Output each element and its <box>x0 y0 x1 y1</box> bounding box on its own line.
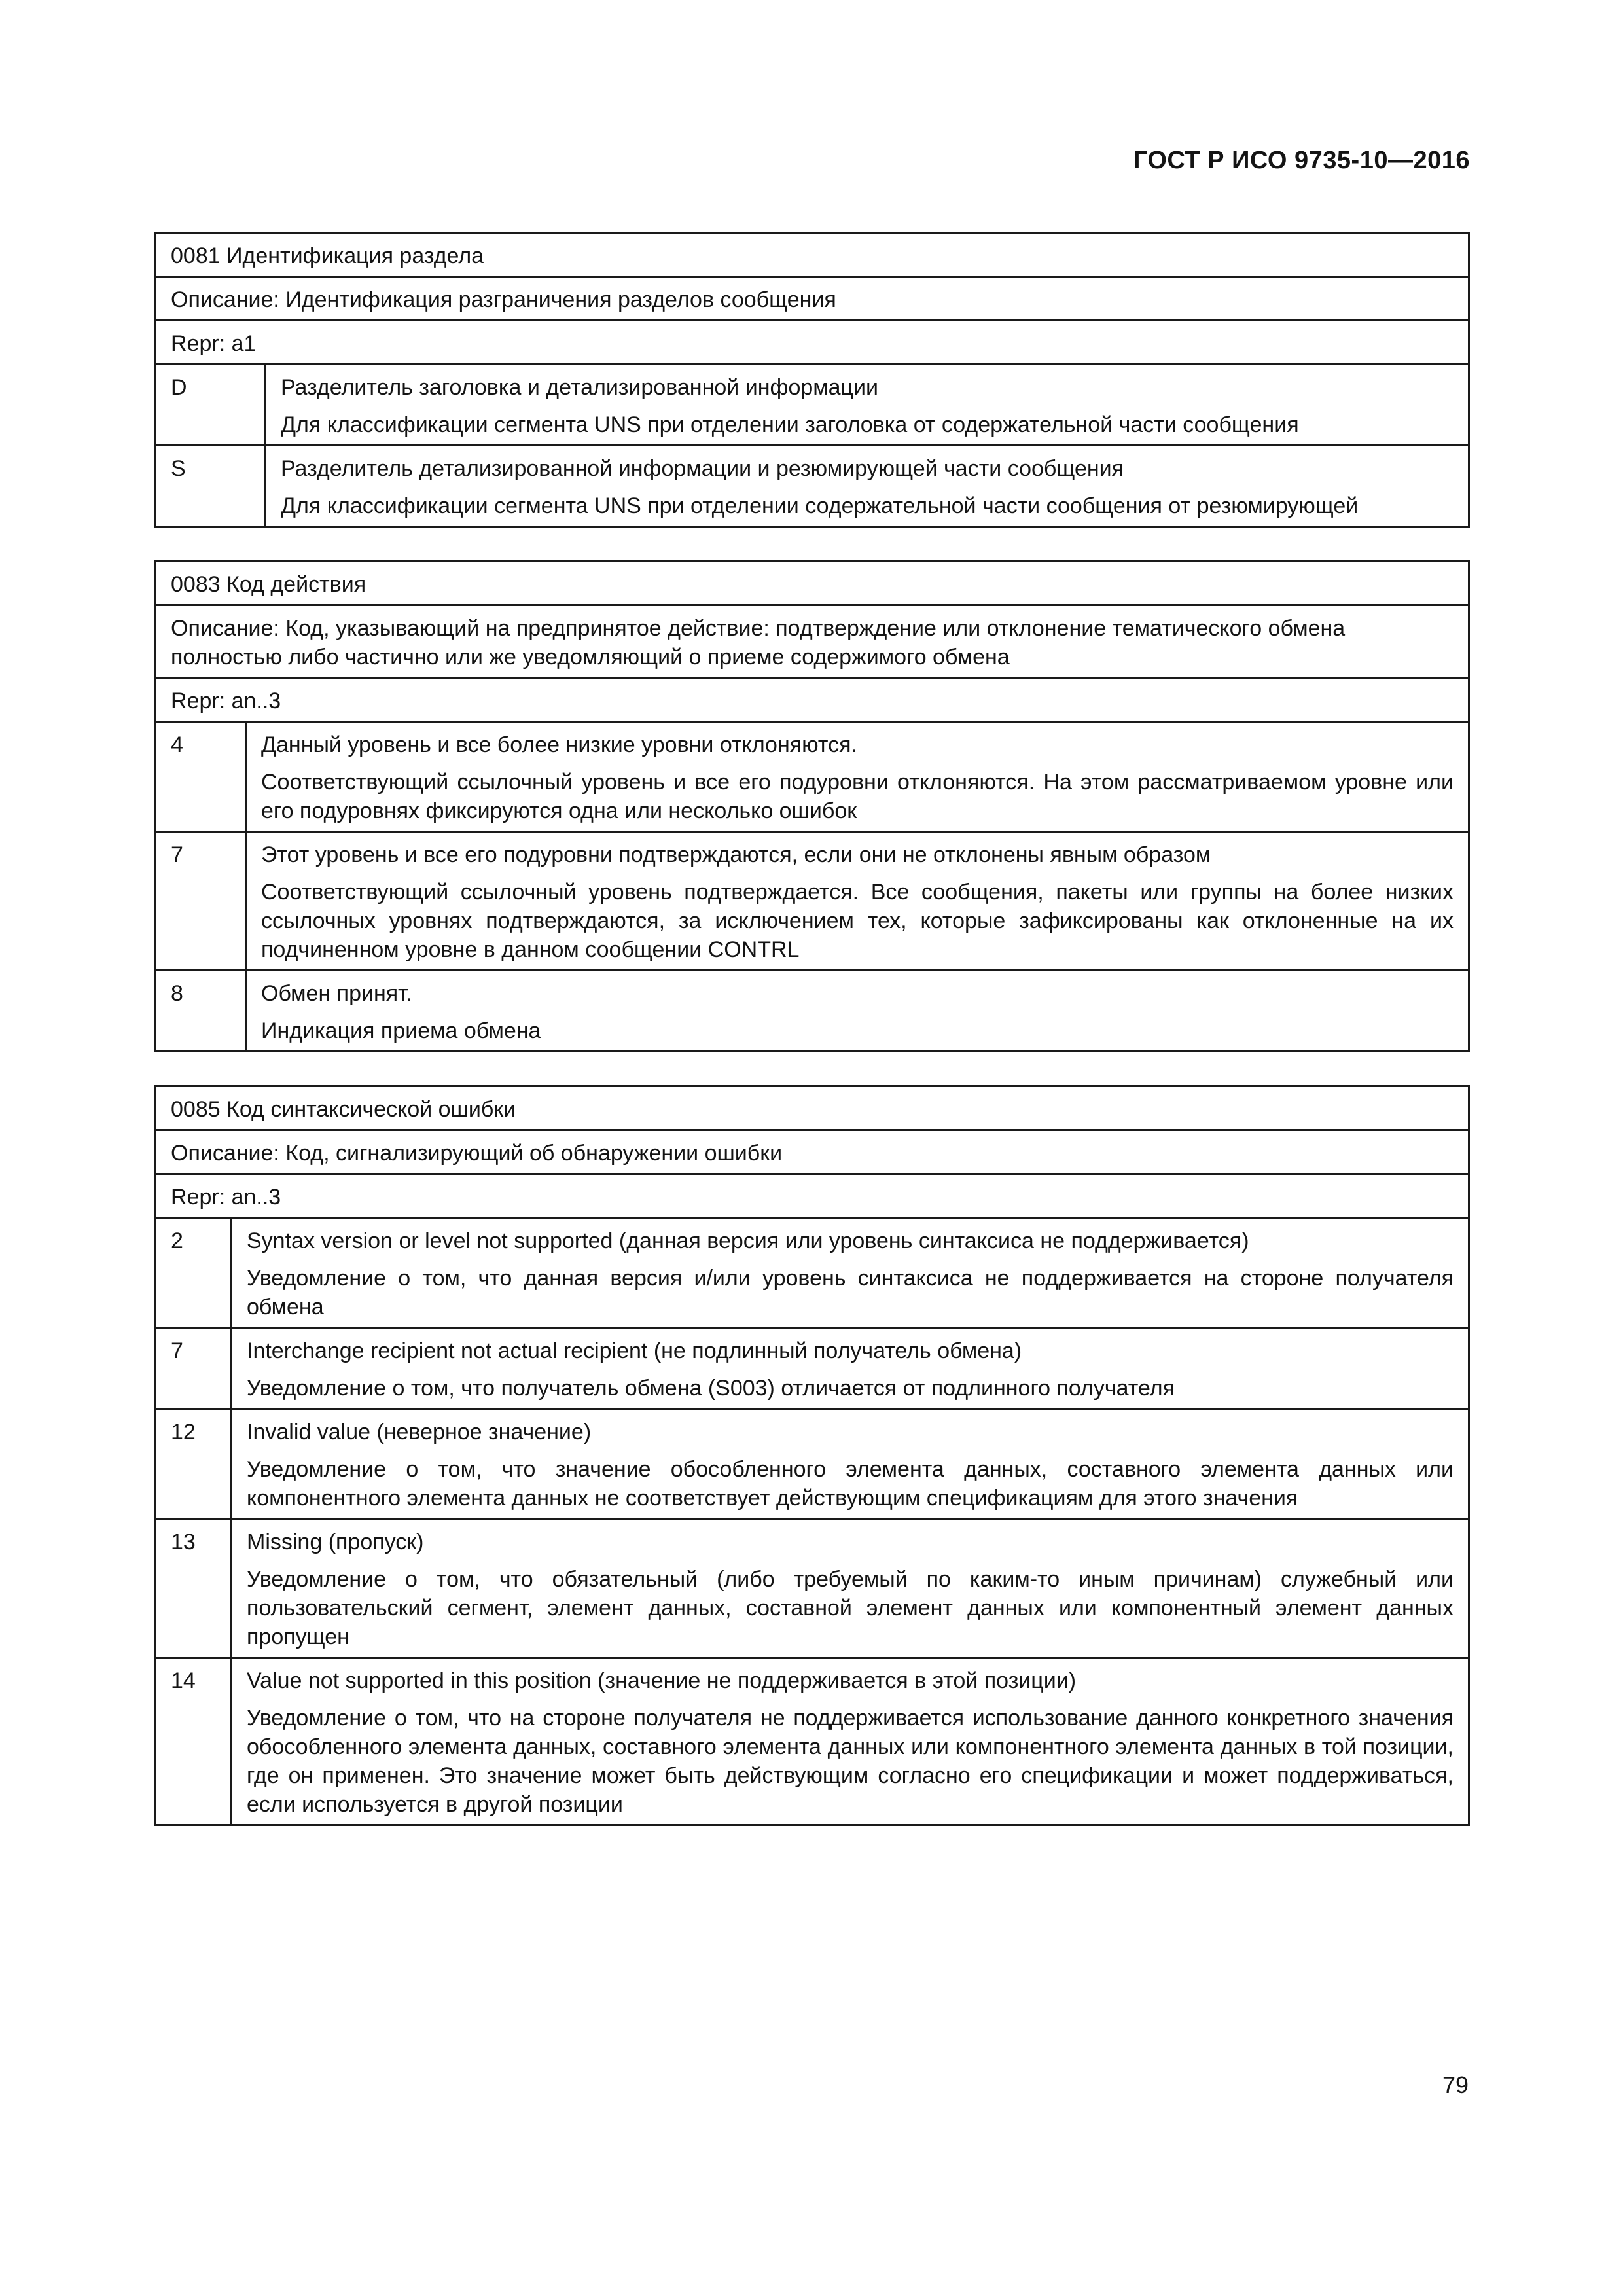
table-repr: Repr: an..3 <box>156 678 1469 722</box>
code-table-0083 <box>154 560 1470 1052</box>
entry-description: Индикация приема обмена <box>261 1018 541 1043</box>
table-repr-row <box>156 1174 1469 1218</box>
entry-description: Уведомление о том, что получатель обмена (S003) отличается от подлинного получателя <box>247 1376 1175 1401</box>
entry-code: D <box>156 365 266 446</box>
table-title-row <box>156 233 1469 277</box>
page-number: 79 <box>1442 2072 1469 2098</box>
entry-description: Соответствующий ссылочный уровень и все его подуровни отклоняются. На этом рассматриваемом уровне или его подуровнях фиксируются одна или несколько ошибок <box>261 770 1454 823</box>
table-row <box>156 1218 1469 1328</box>
entry-title: Interchange recipient not actual recipient (не подлинный получатель обмена) <box>247 1338 1022 1363</box>
entry-cell <box>232 1218 1469 1328</box>
table-row <box>156 1409 1469 1519</box>
entry-description: Для классификации сегмента UNS при отделении заголовка от содержательной части сообщения <box>281 412 1299 437</box>
entry-title: Invalid value (неверное значение) <box>247 1420 592 1444</box>
entry-cell <box>246 832 1469 971</box>
entry-title: Обмен принят. <box>261 981 412 1006</box>
entry-cell <box>246 722 1469 832</box>
table-row <box>156 1328 1469 1409</box>
table-description-row <box>156 277 1469 321</box>
entry-cell <box>232 1328 1469 1409</box>
table-title-row <box>156 562 1469 605</box>
standard-identifier: ГОСТ Р ИСО 9735-10—2016 <box>1133 147 1470 174</box>
table-description-row <box>156 605 1469 678</box>
table-row <box>156 365 1469 446</box>
entry-description: Уведомление о том, что значение обособленного элемента данных, составного элемента данных или компонентного элемента данных не соответствует действующим спецификациям для этого значения <box>247 1457 1454 1511</box>
table-row <box>156 1519 1469 1658</box>
entry-cell <box>266 365 1469 446</box>
entry-code: 4 <box>156 722 246 832</box>
entry-title: Разделитель детализированной информации и резюмирующей части сообщения <box>281 456 1124 481</box>
entry-cell <box>232 1409 1469 1519</box>
table-title: 0081 Идентификация раздела <box>156 233 1469 277</box>
entry-description: Уведомление о том, что обязательный (либо требуемый по каким-то иным причинам) служебный или пользовательский сегмент, элемент данных, составной элемент данных или компонентный элемент данных пропущен <box>247 1567 1454 1649</box>
table-row <box>156 971 1469 1052</box>
entry-code: 7 <box>156 832 246 971</box>
table-row <box>156 722 1469 832</box>
table-description: Описание: Код, сигнализирующий об обнаружении ошибки <box>156 1130 1469 1174</box>
table-row <box>156 446 1469 527</box>
table-repr: Repr: an..3 <box>156 1174 1469 1218</box>
table-row <box>156 832 1469 971</box>
entry-title: Value not supported in this position (значение не поддерживается в этой позиции) <box>247 1668 1077 1693</box>
table-title: 0083 Код действия <box>156 562 1469 605</box>
entry-title: Данный уровень и все более низкие уровни отклоняются. <box>261 732 857 757</box>
entry-code: 14 <box>156 1658 232 1825</box>
entry-description: Уведомление о том, что на стороне получателя не поддерживается использование данного конкретного значения обособленного элемента данных, составного элемента данных или компонентного элемента данных в той позиции, где он применен. Это значение может быть действующим согласно его спецификации и может поддерживаться, если используется в другой позиции <box>247 1706 1454 1817</box>
table-description: Описание: Идентификация разграничения разделов сообщения <box>156 277 1469 321</box>
entry-title: Этот уровень и все его подуровни подтверждаются, если они не отклонены явным образом <box>261 842 1211 867</box>
table-repr-row <box>156 321 1469 365</box>
entry-description: Уведомление о том, что данная версия и/или уровень синтаксиса не поддерживается на стороне получателя обмена <box>247 1266 1454 1319</box>
entry-cell <box>232 1658 1469 1825</box>
code-table-0085 <box>154 1085 1470 1826</box>
entry-code: 2 <box>156 1218 232 1328</box>
entry-code: S <box>156 446 266 527</box>
table-description-row <box>156 1130 1469 1174</box>
entry-code: 7 <box>156 1328 232 1409</box>
table-description: Описание: Код, указывающий на предпринятое действие: подтверждение или отклонение тематического обмена полностью либо частично или же уведомляющий о приеме содержимого обмена <box>156 605 1469 678</box>
entry-code: 12 <box>156 1409 232 1519</box>
entry-title: Missing (пропуск) <box>247 1530 424 1554</box>
entry-code: 8 <box>156 971 246 1052</box>
table-row <box>156 1658 1469 1825</box>
code-table-0081 <box>154 232 1470 528</box>
entry-title: Syntax version or level not supported (данная версия или уровень синтаксиса не поддерживается) <box>247 1229 1249 1253</box>
table-title-row <box>156 1086 1469 1130</box>
entry-description: Для классификации сегмента UNS при отделении содержательной части сообщения от резюмирующей <box>281 493 1359 518</box>
entry-code: 13 <box>156 1519 232 1658</box>
table-repr: Repr: a1 <box>156 321 1469 365</box>
entry-description: Соответствующий ссылочный уровень подтверждается. Все сообщения, пакеты или группы на более низких ссылочных уровнях подтверждаются, за исключением тех, которые зафиксированы как отклоненные на их подчиненном уровне в данном сообщении CONTRL <box>261 880 1454 962</box>
entry-cell <box>266 446 1469 527</box>
entry-cell <box>232 1519 1469 1658</box>
code-tables <box>154 232 1470 1859</box>
entry-cell <box>246 971 1469 1052</box>
table-repr-row <box>156 678 1469 722</box>
table-title: 0085 Код синтаксической ошибки <box>156 1086 1469 1130</box>
entry-title: Разделитель заголовка и детализированной информации <box>281 375 879 400</box>
